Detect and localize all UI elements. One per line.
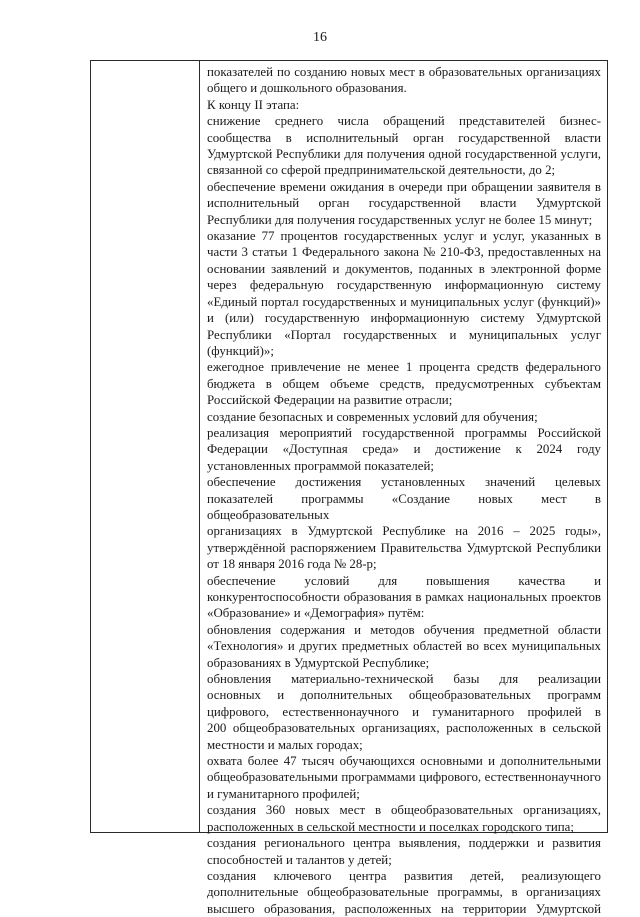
page-number: 16 (313, 30, 327, 45)
text-line: общеобразовательными программами цифрового, естественнонаучного (207, 770, 601, 785)
table-cell-text (207, 64, 601, 917)
text-line: организациях в Удмуртской Республике на 2016 – 2025 годы», (207, 524, 601, 539)
text-line: Российской Федерации на развитие отрасли; (207, 393, 453, 408)
text-line: бюджета в общем объеме средств, предусмотренных субъектам (207, 376, 601, 391)
text-line: высшего образования, расположенных на территории Удмуртской (207, 901, 601, 916)
text-line: показателей программы «Создание новых мест в общеобразовательных (207, 491, 601, 522)
text-line: обновления содержания и методов обучения предметной области (207, 622, 601, 637)
text-line: основании заявлений и документов, поданных в электронной форме (207, 261, 601, 276)
text-line: «Технология» и других предметных областей во всех муниципальных (207, 639, 601, 654)
text-line: дополнительные общеобразовательные программы, в организациях (207, 885, 601, 900)
text-line: сообщества в исполнительный орган государственной власти (207, 130, 601, 145)
text-line: (функций)»; (207, 343, 274, 358)
text-line: и гуманитарного профилей; (207, 786, 360, 801)
text-line: снижение среднего числа обращений представителей бизнес- (207, 114, 601, 129)
text-line: обеспечение времени ожидания в очереди при обращении заявителя в (207, 179, 601, 194)
document-table (90, 60, 608, 916)
text-line: ежегодное привлечение не менее 1 процента средств федерального (207, 360, 601, 375)
text-line: показателей по созданию новых мест в образовательных организациях (207, 65, 601, 79)
text-line: обеспечение достижения установленных значений целевых (207, 475, 601, 490)
text-line: охвата более 47 тысяч обучающихся основными и дополнительными (207, 754, 601, 769)
text-line: общего и дошкольного образования. (207, 81, 407, 96)
text-line: создания 360 новых мест в общеобразовательных организациях, (207, 803, 601, 818)
text-line: оказание 77 процентов государственных услуг и услуг, указанных в (207, 229, 601, 244)
text-line: расположенных в сельской местности и поселках городского типа; (207, 819, 574, 834)
text-line: обеспечение условий для повышения качества и (207, 573, 601, 588)
text-line: через федеральную государственную информационную систему (207, 278, 601, 293)
text-line: реализация мероприятий государственной программы Российской (207, 425, 601, 440)
text-line: «Единый портал государственных и муниципальных услуг (функций)» (207, 294, 601, 309)
text-line: Федерации «Доступная среда» и достижение к 2024 году (207, 442, 601, 457)
text-line: способностей и талантов у детей; (207, 852, 392, 867)
text-line: связанной со сферой предпринимательской деятельности, до 2; (207, 163, 556, 178)
column-divider (199, 61, 200, 832)
text-line: К концу II этапа: (207, 97, 300, 112)
text-line: части 3 статьи 1 Федерального закона № 210-ФЗ, предоставленных на (207, 245, 601, 260)
text-line: создание безопасных и современных условий для обучения; (207, 409, 538, 424)
text-line: местности и малых городах; (207, 737, 363, 752)
text-line: установленных программой показателей; (207, 458, 434, 473)
text-line: от 18 января 2016 года № 28-р; (207, 557, 377, 572)
text-line: Удмуртской Республики для получения одной государственной услуги, (207, 147, 601, 162)
text-line: основных и дополнительных общеобразовательных программ (207, 688, 601, 703)
text-line: создания регионального центра выявления, поддержки и развития (207, 836, 601, 851)
text-line: 200 общеобразовательных организациях, расположенных в сельской (207, 721, 601, 736)
text-line: «Образование» и «Демография» путём: (207, 606, 425, 621)
text-line: цифрового, естественнонаучного и гуманитарного профилей в (207, 704, 601, 719)
text-line: исполнительный орган государственной власти Удмуртской (207, 196, 601, 211)
text-line: конкурентоспособности образования в рамках национальных проектов (207, 590, 601, 604)
text-line: утверждённой распоряжением Правительства Удмуртской Республики (207, 540, 601, 555)
text-line: обновления материально-технической базы для реализации (207, 672, 601, 687)
text-line: образованиях в Удмуртской Республике; (207, 655, 430, 670)
text-line: Республики «Портал государственных и муниципальных услуг (207, 327, 601, 342)
text-line: и (или) государственную информационную систему Удмуртской (207, 311, 601, 326)
text-line: создания ключевого центра развития детей, реализующего (207, 868, 601, 883)
text-line: Республики для получения государственных услуг не более 15 минут; (207, 212, 593, 227)
